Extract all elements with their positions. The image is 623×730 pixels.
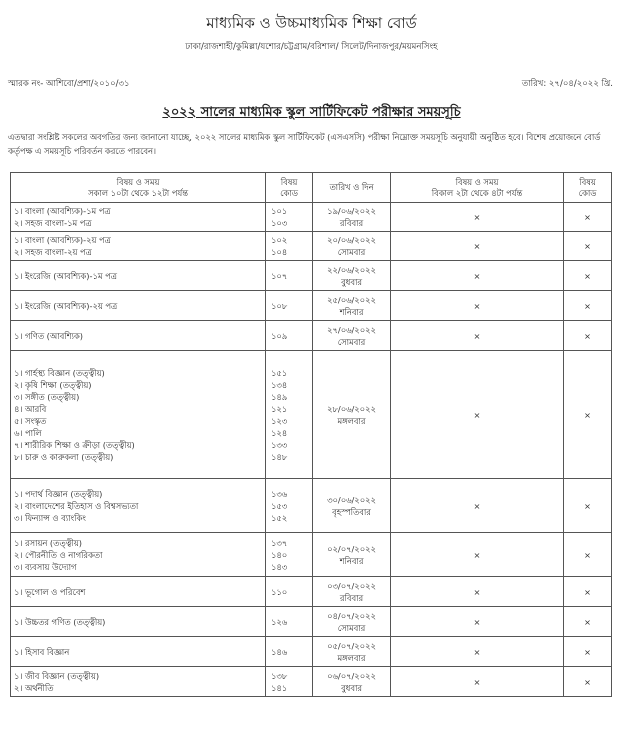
afternoon-code-cell: × [564, 291, 612, 321]
table-row [11, 232, 612, 261]
afternoon-cell: × [391, 321, 564, 351]
subject-name: ১। বাংলা (আবশ্যিক)-১ম পত্র [14, 206, 111, 216]
subject-name: ২। পৌরনীতি ও নাগরিকতা [14, 549, 103, 560]
afternoon-cell: × [391, 577, 564, 607]
subject-cell [11, 577, 266, 607]
subject-cell [11, 479, 266, 533]
date-cell [313, 637, 391, 667]
subject-name: ১। জীব বিজ্ঞান (তত্ত্বীয়) [14, 670, 100, 681]
exam-date: ০৪/০৭/২০২২ [327, 610, 376, 621]
afternoon-cell: × [391, 533, 564, 577]
date-cell [313, 321, 391, 351]
board-list: ঢাকা/রাজশাহী/কুমিল্লা/যশোর/চট্টগ্রাম/বরিশাল/ সিলেট/দিনাজপুর/ময়মনসিংহ [185, 42, 438, 52]
code-cell [266, 637, 313, 667]
subject-code: ১০৪ [271, 247, 288, 257]
subject-cell [11, 203, 266, 232]
subject-name: ৩। ফিন্যান্স ও ব্যাংকিং [14, 512, 86, 523]
date-cell [313, 203, 391, 232]
subject-cell [11, 533, 266, 577]
exam-day: বৃহস্পতিবার [332, 506, 371, 517]
subject-code: ১১০ [271, 586, 288, 597]
subject-name: ২। সহজ বাংলা-২য় পত্র [14, 247, 92, 257]
header-code [266, 173, 313, 203]
subject-name: ১। ইংরেজি (আবশ্যিক)-২য় পত্র [14, 300, 118, 311]
subject-name: ৫। সংস্কৃত [14, 415, 47, 426]
afternoon-code-cell: × [564, 479, 612, 533]
afternoon-cell: × [391, 351, 564, 479]
table-row [11, 607, 612, 637]
date-cell [313, 607, 391, 637]
subject-code: ১৪১ [271, 682, 288, 693]
subject-code: ১০১ [271, 206, 288, 216]
subject-code: ১০৩ [271, 218, 288, 228]
exam-day: শনিবার [339, 306, 364, 317]
code-cell [266, 479, 313, 533]
code-cell [266, 261, 313, 291]
exam-date: ০৩/০৭/২০২২ [327, 580, 376, 591]
exam-day: রবিবার [339, 218, 364, 228]
subject-code: ১৩৭ [271, 537, 288, 548]
subject-code: ১৩৪ [271, 379, 288, 390]
schedule-table [10, 172, 612, 697]
afternoon-cell: × [391, 667, 564, 697]
subject-code: ১৪৩ [271, 561, 288, 572]
subject-name: ২। সহজ বাংলা-১ম পত্র [14, 218, 92, 228]
afternoon-code-cell: × [564, 577, 612, 607]
subject-code: ১০৭ [271, 270, 288, 281]
code-cell [266, 321, 313, 351]
subject-name: ৬। পালি [14, 427, 42, 438]
exam-date: ০৬/০৭/২০২২ [327, 670, 376, 681]
subject-code: ১৪৮ [271, 451, 288, 462]
header-code-label2: কোড [280, 187, 298, 198]
exam-date: ২৫/০৬/২০২২ [327, 294, 376, 305]
subject-name: ৪। আরবি [14, 403, 47, 414]
exam-date: ২৭/০৬/২০২২ [327, 324, 376, 335]
subject-name: ১। গণিত (আবশ্যিক) [14, 330, 83, 341]
subject-name: ১। গার্হস্থ্য বিজ্ঞান (তত্ত্বীয়) [14, 367, 105, 378]
subject-name: ১। বাংলা (আবশ্যিক)-২য় পত্র [14, 235, 111, 245]
subject-name: ৭। শারীরিক শিক্ষা ও ক্রীড়া (তত্ত্বীয়) [14, 439, 135, 450]
exam-date: ৩০/০৬/২০২২ [327, 494, 376, 505]
table-row [11, 203, 612, 232]
code-cell [266, 203, 313, 232]
date-cell [313, 351, 391, 479]
intro-paragraph: এতদ্বারা সংশ্লিষ্ট সকলের অবগতির জন্য জানানো যাচ্ছে, ২০২২ সালের মাধ্যমিক স্কুল সার্টিফিকেট (এসএসসি) পরীক্ষা নিম্নোক্ত সময়সূচি অনুযায়ী অনুষ্ঠিত হবে। বিশেষ প্রয়োজনে বোর্ড কর্তৃপক্ষ এ সময়সূচি পরিবর্তন করতে পারবেন। [8, 132, 601, 156]
subject-code: ১৪০ [271, 549, 288, 560]
subject-code: ১০৯ [271, 330, 288, 341]
exam-date: ২৮/০৬/২০২২ [327, 403, 376, 414]
date-cell [313, 261, 391, 291]
header-acode [564, 173, 612, 203]
memo-number: স্মারক নং- আশিবো/প্রশা/২০১০/৩১ [8, 79, 130, 89]
table-row [11, 533, 612, 577]
afternoon-cell: × [391, 637, 564, 667]
subject-name: ১। হিসাব বিজ্ঞান [14, 646, 70, 657]
table-row [11, 479, 612, 533]
afternoon-code-cell: × [564, 232, 612, 261]
subject-name: ১। রসায়ন (তত্ত্বীয়) [14, 537, 83, 548]
table-row [11, 667, 612, 697]
exam-day: সোমবার [337, 622, 366, 633]
afternoon-code-cell: × [564, 203, 612, 232]
afternoon-code-cell: × [564, 607, 612, 637]
table-header-row [11, 173, 612, 203]
table-row [11, 261, 612, 291]
subject-code: ১০৮ [271, 300, 288, 311]
table-row [11, 291, 612, 321]
subject-cell [11, 667, 266, 697]
afternoon-code-cell: × [564, 667, 612, 697]
document-title [0, 103, 623, 124]
subject-code: ১৪৬ [271, 646, 288, 657]
subject-name: ১। উচ্চতর গণিত (তত্ত্বীয়) [14, 616, 106, 627]
exam-day: শনিবার [339, 555, 364, 566]
code-cell [266, 607, 313, 637]
issue-date: তারিখ: ২৭/০৪/২০২২ খ্রি. [521, 79, 613, 89]
date-cell [313, 577, 391, 607]
afternoon-code-cell: × [564, 637, 612, 667]
header-date-day: তারিখ ও দিন [313, 173, 391, 203]
afternoon-cell: × [391, 203, 564, 232]
subject-code: ১৩৩ [271, 439, 288, 450]
subject-name: ৮। চারু ও কারুকলা (তত্ত্বীয়) [14, 451, 114, 462]
subject-cell [11, 321, 266, 351]
subject-code: ১৫৩ [271, 500, 288, 511]
subject-cell [11, 351, 266, 479]
exam-date: ০২/০৭/২০২২ [327, 543, 376, 554]
subject-cell [11, 232, 266, 261]
table-row [11, 637, 612, 667]
afternoon-code-cell: × [564, 533, 612, 577]
subject-code: ১৩৬ [271, 488, 288, 499]
header-acode-label2: কোড [578, 187, 597, 198]
exam-date: ০৫/০৭/২০২২ [327, 640, 376, 651]
exam-day: রবিবার [339, 592, 364, 603]
exam-day: মঙ্গলবার [337, 652, 366, 663]
afternoon-code-cell: × [564, 351, 612, 479]
header-code-label: বিষয় [280, 176, 298, 187]
code-cell [266, 533, 313, 577]
board-name: মাধ্যমিক ও উচ্চমাধ্যমিক শিক্ষা বোর্ড [206, 14, 417, 32]
afternoon-cell: × [391, 261, 564, 291]
code-cell [266, 577, 313, 607]
date-cell [313, 479, 391, 533]
afternoon-code-cell: × [564, 261, 612, 291]
afternoon-cell: × [391, 232, 564, 261]
subject-code: ১০২ [271, 235, 288, 245]
date-cell [313, 291, 391, 321]
subject-code: ১৫২ [271, 512, 288, 523]
afternoon-cell: × [391, 607, 564, 637]
subject-name: ১। ইংরেজি (আবশ্যিক)-১ম পত্র [14, 270, 117, 281]
header-afternoon [391, 173, 564, 203]
subject-code: ১৩৮ [271, 670, 288, 681]
date-cell [313, 533, 391, 577]
date-cell [313, 232, 391, 261]
subject-name: ১। পদার্থ বিজ্ঞান (তত্ত্বীয়) [14, 488, 103, 499]
subject-code: ১২১ [271, 403, 288, 414]
subject-code: ১২৪ [271, 427, 288, 438]
subject-name: ১। ভূগোল ও পরিবেশ [14, 586, 86, 597]
header-morning-subject: বিষয় ও সময় [116, 176, 160, 187]
date-cell [313, 667, 391, 697]
exam-date: ১৯/০৬/২০২২ [327, 206, 376, 216]
subject-name: ৩। সঙ্গীত (তত্ত্বীয়) [14, 391, 80, 402]
table-row [11, 577, 612, 607]
code-cell [266, 291, 313, 321]
exam-day: বুধবার [341, 682, 362, 693]
code-cell [266, 351, 313, 479]
subject-cell [11, 607, 266, 637]
subject-code: ১৫১ [271, 367, 288, 378]
header-acode-label: বিষয় [579, 176, 596, 187]
subject-name: ২। বাংলাদেশের ইতিহাস ও বিশ্বসভ্যতা [14, 500, 139, 511]
exam-date: ২০/০৬/২০২২ [327, 235, 376, 245]
exam-day: বুধবার [341, 276, 362, 287]
subject-cell [11, 637, 266, 667]
header-morning-time: সকাল ১০টা থেকে ১২টা পর্যন্ত [88, 187, 188, 198]
code-cell [266, 232, 313, 261]
subject-name: ২। কৃষি শিক্ষা (তত্ত্বীয়) [14, 379, 92, 390]
subject-cell [11, 261, 266, 291]
exam-day: সোমবার [337, 336, 366, 347]
afternoon-code-cell: × [564, 321, 612, 351]
subject-code: ১২৩ [271, 415, 288, 426]
exam-day: মঙ্গলবার [337, 415, 366, 426]
exam-date: ২২/০৬/২০২২ [327, 264, 376, 275]
afternoon-cell: × [391, 291, 564, 321]
exam-day: সোমবার [337, 247, 366, 257]
document-title-text: ২০২২ সালের মাধ্যমিক স্কুল সার্টিফিকেট পরীক্ষার সময়সূচি [162, 105, 461, 120]
header-morning [11, 173, 266, 203]
header-afternoon-time: বিকাল ২টা থেকে ৪টা পর্যন্ত [431, 187, 523, 198]
code-cell [266, 667, 313, 697]
table-row [11, 321, 612, 351]
subject-name: ৩। ব্যবসায় উদ্যোগ [14, 561, 77, 572]
subject-cell [11, 291, 266, 321]
header-afternoon-subject: বিষয় ও সময় [455, 176, 499, 187]
subject-name: ২। অর্থনীতি [14, 682, 54, 693]
subject-code: ১২৬ [271, 616, 288, 627]
subject-code: ১৪৯ [271, 391, 288, 402]
afternoon-cell: × [391, 479, 564, 533]
table-row [11, 351, 612, 479]
